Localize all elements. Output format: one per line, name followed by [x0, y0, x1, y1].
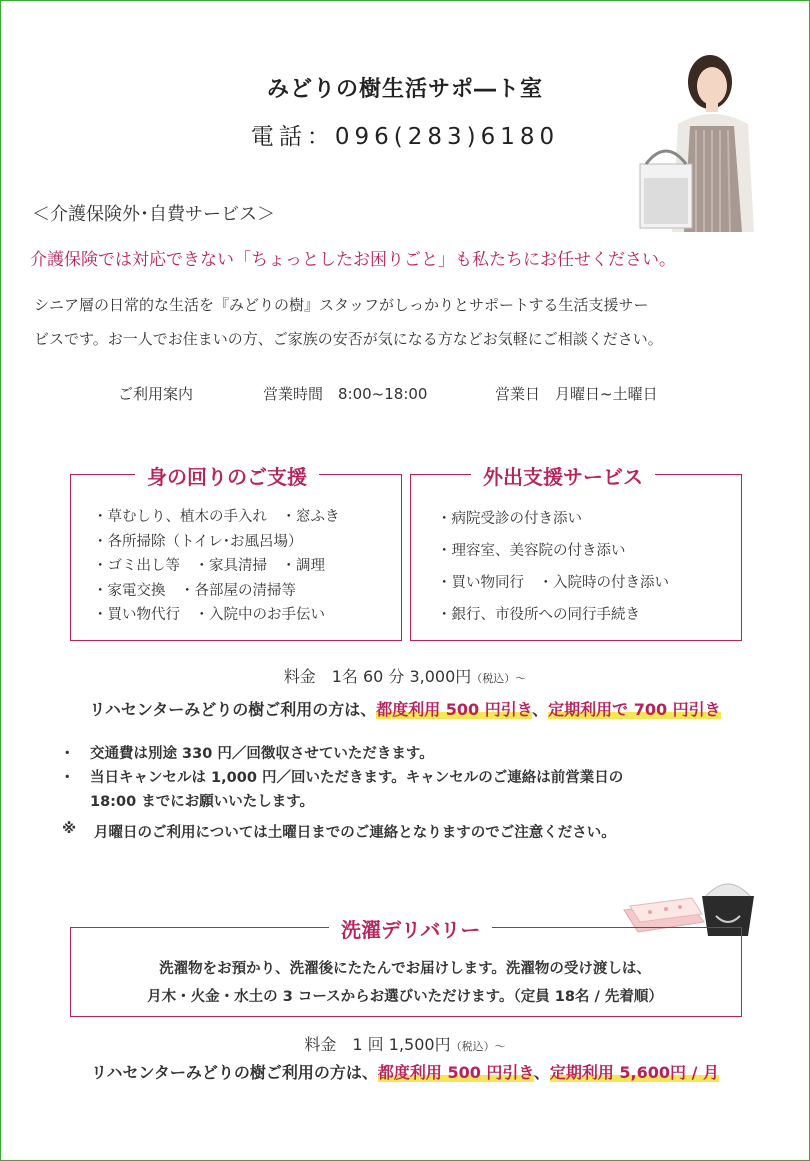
note-cancel: 当日キャンセルは 1,000 円／回いただきます。キャンセルのご連絡は前営業日の — [90, 770, 624, 786]
per-use-discount: 都度利用 500 円引き — [376, 700, 533, 719]
laundry-price-line — [0, 1032, 810, 1055]
outing-support-title: 外出支援サービス — [471, 461, 655, 490]
note-bullet: ・ — [60, 746, 75, 762]
laundry-tax-note: （税込）～ — [450, 1040, 506, 1053]
outing-support-list — [437, 507, 669, 635]
days-text: 営業日 月曜日~土曜日 — [495, 385, 658, 403]
list-item: ・各所掃除（トイレ･お風呂場） — [93, 533, 303, 550]
list-item: ・買い物代行 ・入院中のお手伝い — [93, 607, 325, 623]
hours-text: 営業時間 8:00~18:00 — [263, 385, 428, 403]
description-line: シニア層の日常的な生活を『みどりの樹』スタッフがしっかりとサポートする生活支援サー — [34, 296, 649, 314]
laundry-line: 月木・火金・水土の 3 コースからお選びいただけます。（定員 18名 / 先着順） — [147, 989, 663, 1005]
laundry-per-use-discount: 都度利用 500 円引き — [377, 1063, 534, 1082]
separator: 、 — [533, 1063, 550, 1082]
list-item: ・病院受診の付き添い — [437, 511, 582, 527]
regular-use-discount: 定期利用で 700 円引き — [548, 700, 721, 719]
list-item: ・買い物同行 ・入院時の付き添い — [437, 575, 669, 591]
personal-support-list — [93, 505, 340, 628]
phone-line — [0, 118, 810, 151]
business-hours — [118, 383, 658, 404]
separator: 、 — [532, 700, 549, 719]
guide-label: ご利用案内 — [118, 385, 194, 403]
note-mark: ※ — [62, 821, 77, 837]
list-item: ・ゴミ出し等 ・家具清掃 ・調理 — [93, 558, 325, 574]
laundry-description — [0, 955, 810, 1011]
laundry-price: 料金 1 回 1,500円 — [304, 1035, 451, 1054]
list-item: ・草むしり、植木の手入れ ・窓ふき — [93, 509, 340, 525]
discount-prefix: リハセンターみどりの樹ご利用の方は、 — [91, 1063, 378, 1082]
discount-line — [0, 697, 810, 720]
list-item: ・銀行、市役所への同行手続き — [437, 607, 640, 623]
tax-note: （税込）～ — [471, 672, 527, 685]
description-line: ビスです。お一人でお住まいの方、ご家族の安否が気になる方などお気軽にご相談ください。 — [34, 330, 663, 348]
note-bullet: ・ — [60, 770, 75, 786]
note-cancel-cont: 18:00 までにお願いいたします。 — [90, 794, 315, 810]
list-item: ・理容室、美容院の付き添い — [437, 543, 626, 559]
phone-label: 電話： — [250, 124, 335, 150]
outing-support-box — [410, 465, 742, 641]
personal-support-box — [70, 465, 402, 641]
laundry-title: 洗濯デリバリー — [329, 914, 492, 943]
laundry-line: 洗濯物をお預かり、洗濯後にたたんでお届けします。洗濯物の受け渡しは、 — [159, 961, 651, 977]
price-line — [0, 664, 810, 687]
page-title: みどりの樹生活サポ―ト室 — [266, 77, 543, 102]
list-item: ・家電交換 ・各部屋の清掃等 — [93, 582, 296, 599]
discount-prefix: リハセンターみどりの樹ご利用の方は、 — [89, 700, 377, 719]
laundry-regular-use-price: 定期利用 5,600円 / 月 — [549, 1063, 719, 1082]
lead-text: 介護保険では対応できない「ちょっとしたお困りごと」も私たちにお任せください。 — [30, 250, 676, 270]
laundry-discount-line — [0, 1060, 810, 1083]
service-description — [34, 288, 784, 356]
phone-number: 096(283)6180 — [334, 124, 560, 150]
note-transport: 交通費は別途 330 円／回徴収させていただきます。 — [90, 746, 434, 762]
service-category-label: ＜介護保険外･自費サービス＞ — [32, 204, 275, 225]
personal-support-title: 身の回りのご支援 — [135, 461, 319, 490]
note-monday: 月曜日のご利用については土曜日までのご連絡となりますのでご注意ください。 — [94, 825, 616, 841]
price-text: 料金 1名 60 分 3,000円 — [283, 667, 472, 686]
